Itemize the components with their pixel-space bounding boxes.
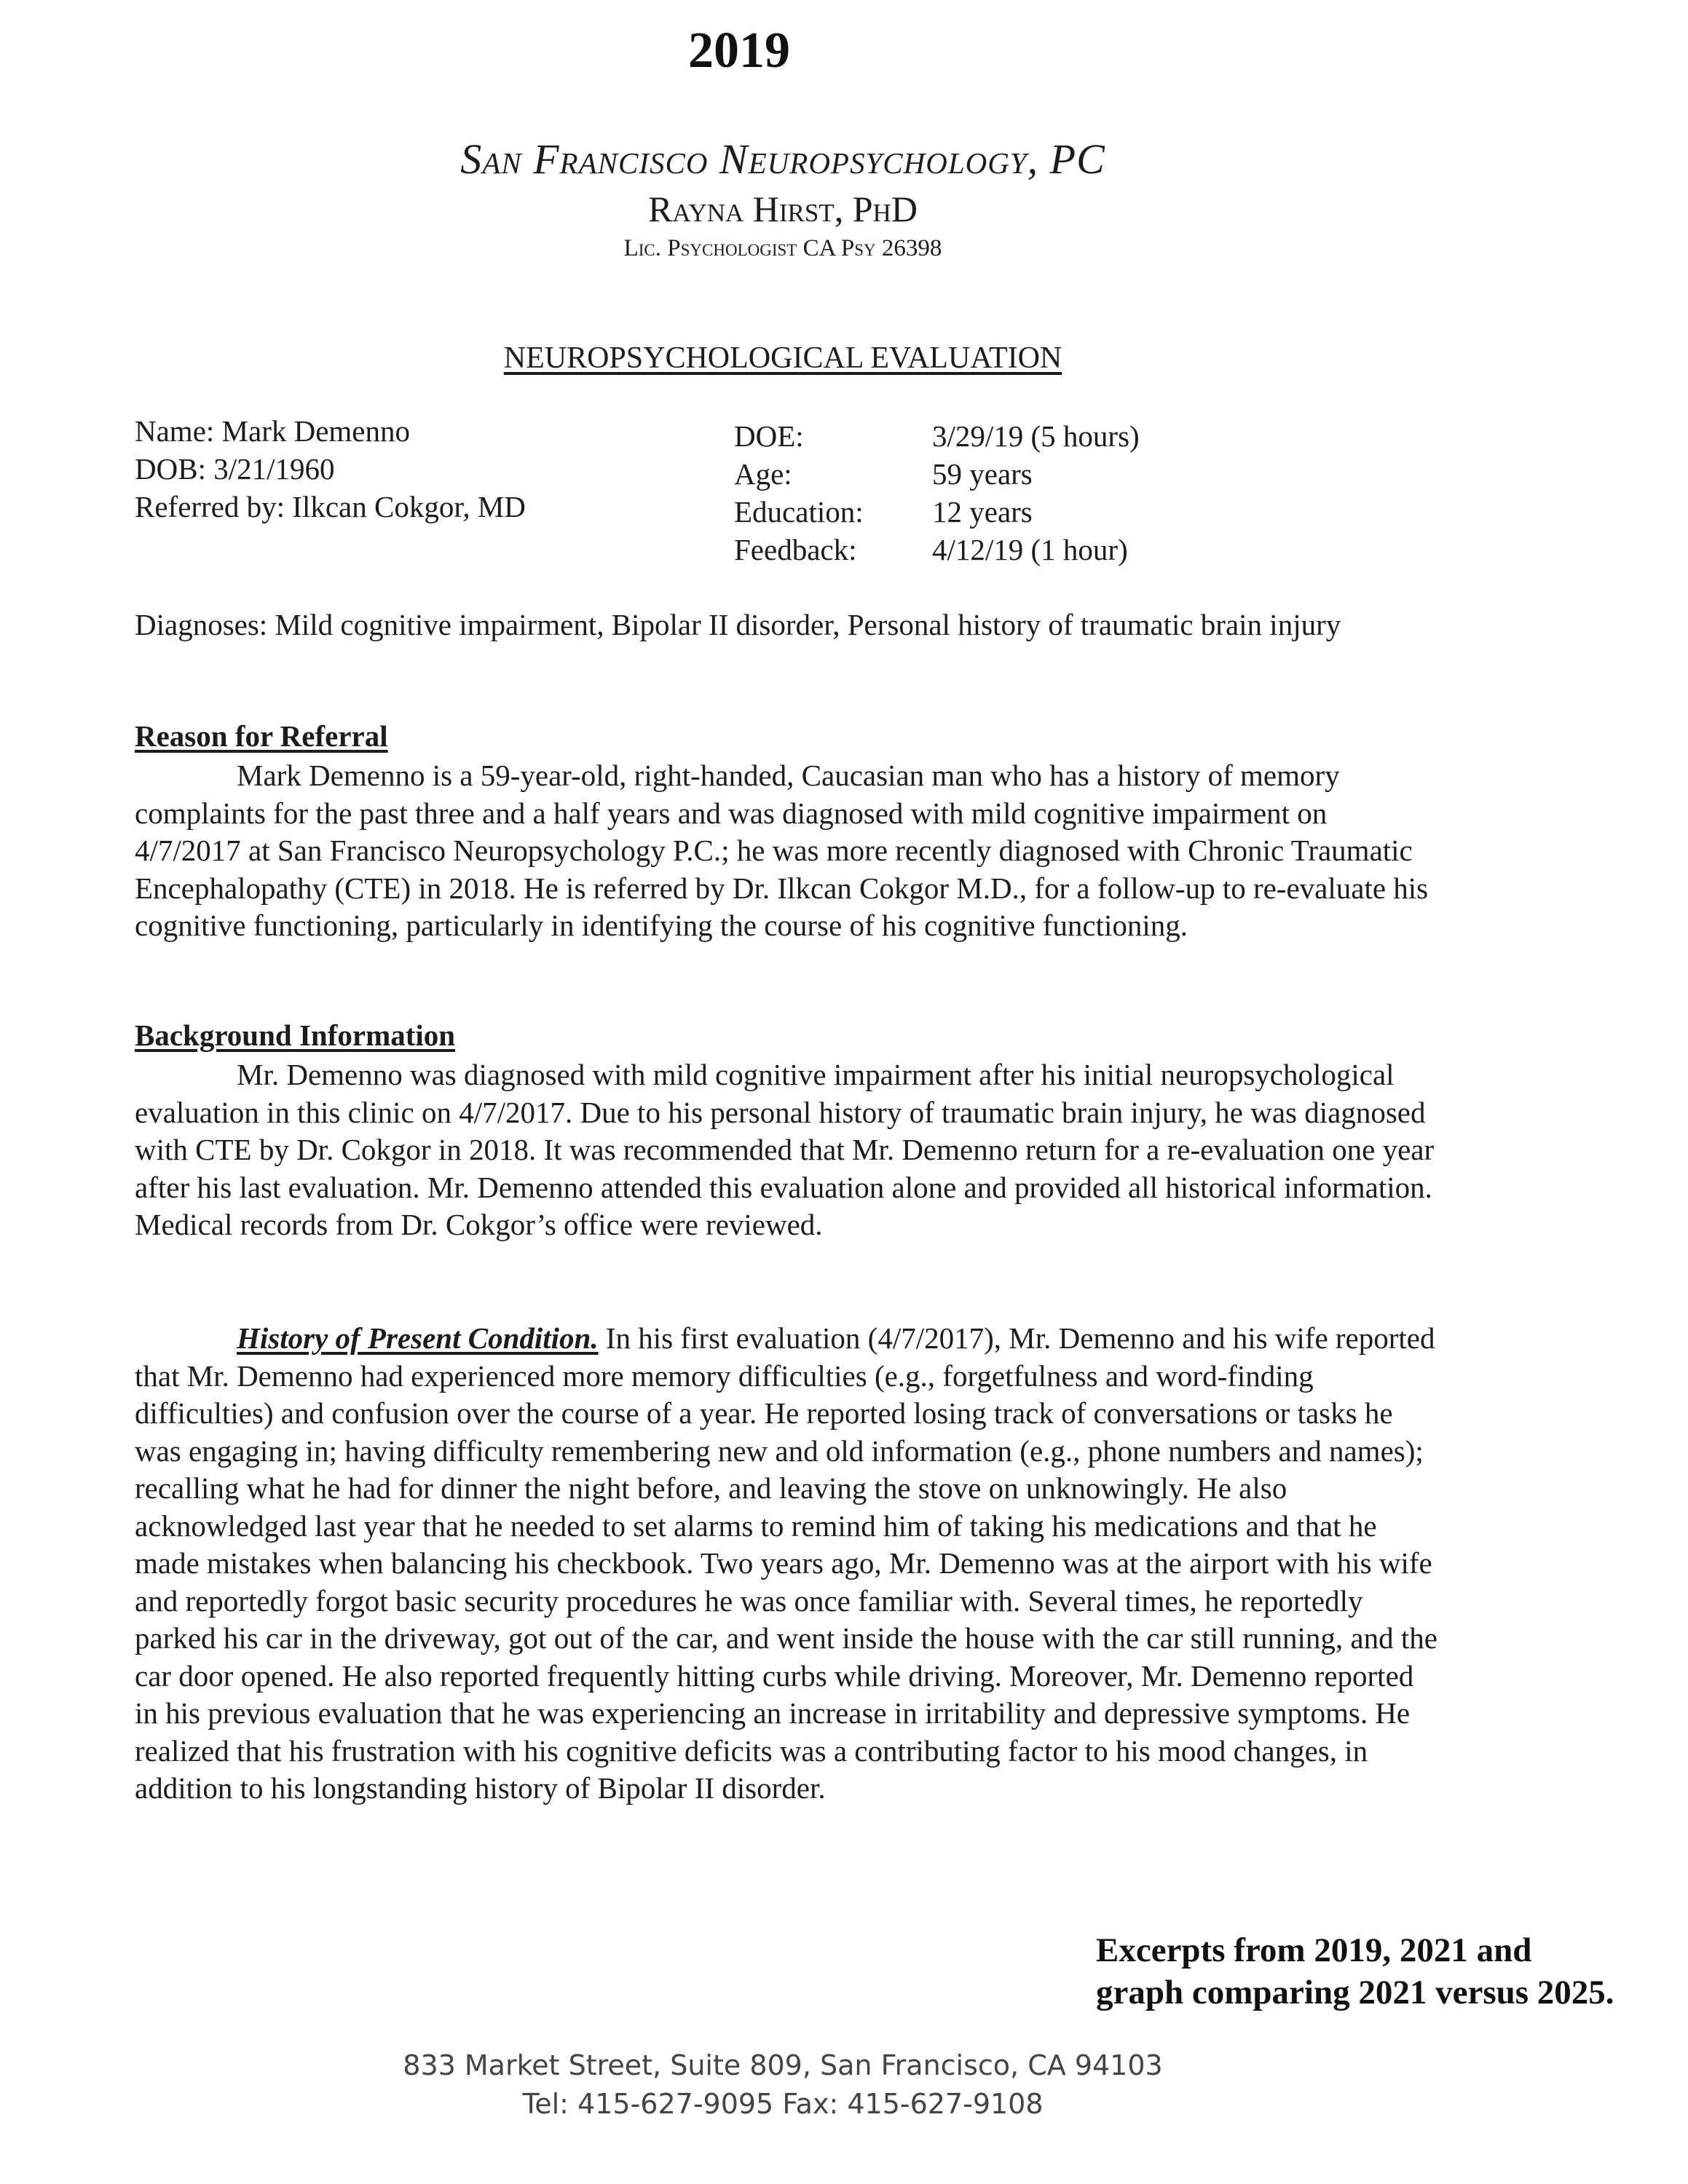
excerpt-note: Excerpts from 2019, 2021 and graph comparing 2021 versus 2025. bbox=[1096, 1931, 1614, 2011]
diagnoses: Diagnoses: Mild cognitive impairment, Bipolar II disorder, Personal history of traumatic brain injury bbox=[135, 608, 1341, 641]
age-value: 59 years bbox=[932, 457, 1033, 491]
reason-for-referral-text: Mark Demenno is a 59-year-old, right-handed, Caucasian man who has a history of memory complaints for the past three and a half years and was diagnosed with mild cognitive impairment on 4/7/2017 at San Francisco Neuropsychology P.C.; he was more recently diagnosed with Chronic Traumatic Encephalopathy (CTE) in 2018. He is referred by Dr. Ilkcan Cokgor M.D., for a follow-up to re-evaluate his cognitive functioning, particularly in identifying the course of his cognitive functioning. bbox=[135, 759, 1429, 942]
patient-dob: DOB: 3/21/1960 bbox=[135, 452, 335, 486]
education-label: Education: bbox=[734, 495, 864, 529]
background-text: Mr. Demenno was diagnosed with mild cognitive impairment after his initial neuropsychological evaluation in this clinic on 4/7/2017. Due to his personal history of traumatic brain injury, he was diagnosed with CTE by Dr. Cokgor in 2018. It was recommended that Mr. Demenno return for a re-evaluation one year after his last evaluation. Mr. Demenno attended this evaluation alone and provided all historical information. Medical records from Dr. Cokgor’s office were reviewed. bbox=[135, 1058, 1435, 1241]
history-heading: History of Present Condition. bbox=[237, 1321, 599, 1355]
footer-phones: Tel: 415-627-9095 Fax: 415-627-9108 bbox=[522, 2088, 1044, 2120]
doe-value: 3/29/19 (5 hours) bbox=[932, 419, 1140, 453]
footer-address: 833 Market Street, Suite 809, San Francisco, CA 94103 bbox=[403, 2049, 1163, 2081]
document-year: 2019 bbox=[688, 23, 790, 79]
referred-by: Referred by: Ilkcan Cokgor, MD bbox=[135, 490, 526, 523]
license-number: Lic. Psychologist CA Psy 26398 bbox=[623, 235, 942, 261]
reason-for-referral-heading: Reason for Referral bbox=[135, 719, 388, 753]
history-paragraph bbox=[135, 1320, 1438, 1808]
doe-label: DOE: bbox=[734, 419, 804, 453]
background-heading: Background Information bbox=[135, 1018, 456, 1052]
feedback-value: 4/12/19 (1 hour) bbox=[932, 533, 1128, 566]
clinic-name: San Francisco Neuropsychology, PC bbox=[460, 135, 1105, 183]
age-label: Age: bbox=[734, 457, 792, 491]
feedback-label: Feedback: bbox=[734, 533, 857, 566]
education-value: 12 years bbox=[932, 495, 1033, 529]
doctor-name: Rayna Hirst, PhD bbox=[648, 189, 918, 229]
history-text: In his first evaluation (4/7/2017), Mr. Demenno and his wife reported that Mr. Demenno had experienced more memory difficulties (e.g., forgetfulness and word-finding difficulties) and confusion over the course of a year. He reported losing track of conversations or tasks he was engaging in; having difficulty remembering new and old information (e.g., phone numbers and names); recalling what he had for dinner the night before, and leaving the stove on unknowingly. He also acknowledged last year that he needed to set alarms to remind him of taking his medications and that he made mistakes when balancing his checkbook. Two years ago, Mr. Demenno was at the airport with his wife and reportedly forgot basic security procedures he was once familiar with. Several times, he reportedly parked his car in the driveway, got out of the car, and went inside the house with the car still running, and the car door opened. He also reported frequently hitting curbs while driving. Moreover, Mr. Demenno reported in his previous evaluation that he was experiencing an increase in irritability and depressive symptoms. He realized that his frustration with his cognitive deficits was a contributing factor to his mood changes, in addition to his longstanding history of Bipolar II disorder. bbox=[135, 1321, 1437, 1805]
document-title: NEUROPSYCHOLOGICAL EVALUATION bbox=[503, 341, 1062, 375]
patient-name: Name: Mark Demenno bbox=[135, 414, 410, 448]
